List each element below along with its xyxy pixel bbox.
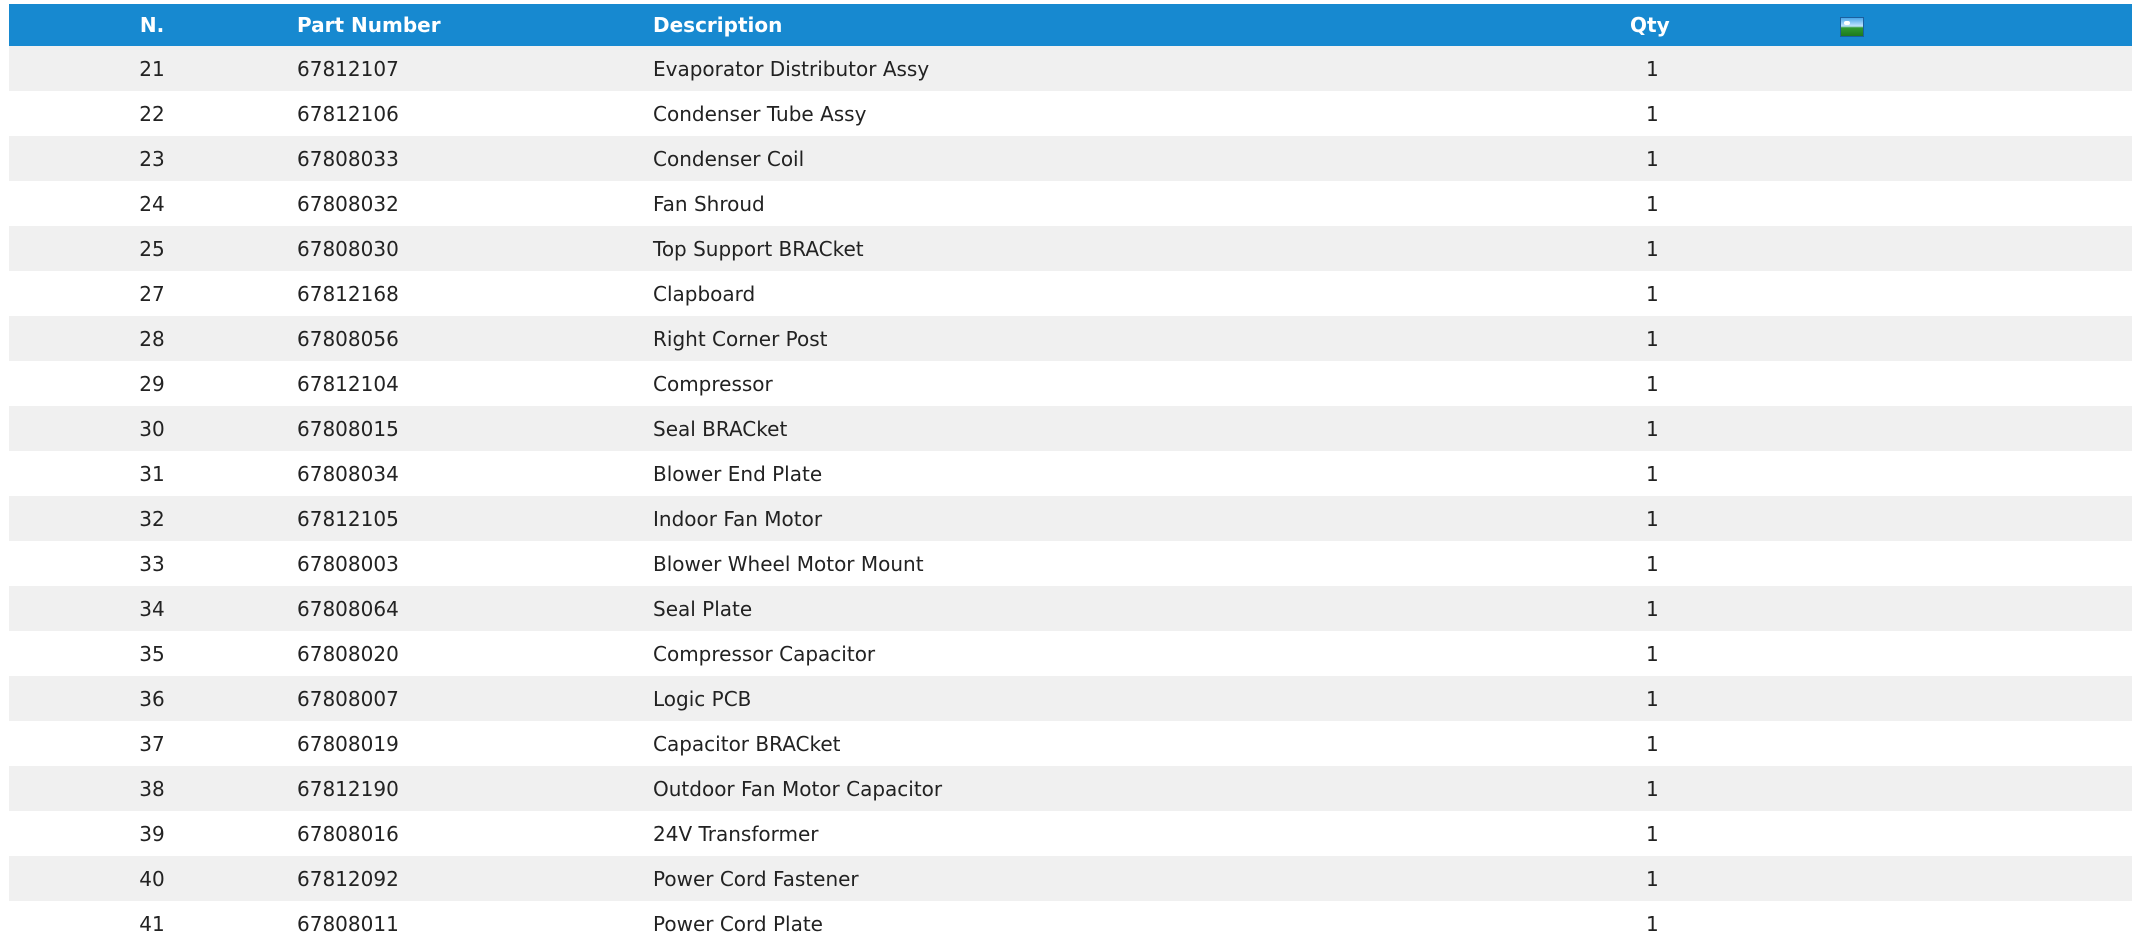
row-number: 28	[139, 326, 165, 351]
table-row[interactable]	[9, 91, 2132, 136]
header-description[interactable]: Description	[653, 13, 783, 37]
row-image	[1790, 316, 2132, 361]
parts-table	[9, 4, 2132, 946]
row-image	[1790, 676, 2132, 721]
table-row[interactable]	[9, 721, 2132, 766]
row-number: 41	[139, 911, 165, 936]
row-qty: 1	[1646, 416, 1659, 441]
row-description: Evaporator Distributor Assy	[653, 56, 930, 81]
image-icon	[1840, 17, 1864, 37]
row-image	[1790, 586, 2132, 631]
row-description: Fan Shroud	[653, 191, 765, 216]
row-number: 35	[139, 641, 165, 666]
row-image	[1790, 226, 2132, 271]
row-image	[1790, 541, 2132, 586]
row-qty: 1	[1646, 551, 1659, 576]
table-row[interactable]	[9, 766, 2132, 811]
row-description: Compressor Capacitor	[653, 641, 876, 666]
row-part-number: 67812104	[297, 371, 399, 396]
table-row[interactable]	[9, 676, 2132, 721]
row-number: 25	[139, 236, 165, 261]
row-part-number: 67808019	[297, 731, 399, 756]
row-number: 21	[139, 56, 165, 81]
row-part-number: 67812168	[297, 281, 399, 306]
table-row[interactable]	[9, 631, 2132, 676]
table-body	[9, 46, 2132, 946]
table-row[interactable]	[9, 406, 2132, 451]
table-header-row	[9, 4, 2132, 46]
row-description: Power Cord Plate	[653, 911, 823, 936]
row-qty: 1	[1646, 506, 1659, 531]
table-row[interactable]	[9, 541, 2132, 586]
row-part-number: 67808015	[297, 416, 399, 441]
row-qty: 1	[1646, 731, 1659, 756]
row-qty: 1	[1646, 686, 1659, 711]
table-row[interactable]	[9, 316, 2132, 361]
row-description: Condenser Tube Assy	[653, 101, 867, 126]
header-qty[interactable]: Qty	[1630, 13, 1670, 37]
row-part-number: 67808033	[297, 146, 399, 171]
row-image	[1790, 361, 2132, 406]
row-description: Right Corner Post	[653, 326, 828, 351]
table-row[interactable]	[9, 901, 2132, 946]
row-image	[1790, 631, 2132, 676]
row-image	[1790, 811, 2132, 856]
table-row[interactable]	[9, 361, 2132, 406]
row-qty: 1	[1646, 326, 1659, 351]
row-number: 33	[139, 551, 165, 576]
row-qty: 1	[1646, 461, 1659, 486]
row-description: Power Cord Fastener	[653, 866, 859, 891]
row-image	[1790, 856, 2132, 901]
row-part-number: 67808020	[297, 641, 399, 666]
table-row[interactable]	[9, 496, 2132, 541]
table-row[interactable]	[9, 226, 2132, 271]
header-image	[1790, 4, 2132, 46]
row-qty: 1	[1646, 281, 1659, 306]
header-part-number[interactable]: Part Number	[297, 13, 441, 37]
row-number: 36	[139, 686, 165, 711]
row-part-number: 67808011	[297, 911, 399, 936]
table-row[interactable]	[9, 46, 2132, 91]
row-description: Logic PCB	[653, 686, 752, 711]
row-number: 34	[139, 596, 165, 621]
row-image	[1790, 46, 2132, 91]
row-number: 29	[139, 371, 165, 396]
row-description: Blower End Plate	[653, 461, 823, 486]
row-part-number: 67812107	[297, 56, 399, 81]
row-part-number: 67808016	[297, 821, 399, 846]
row-description: Outdoor Fan Motor Capacitor	[653, 776, 943, 801]
row-number: 23	[139, 146, 165, 171]
row-number: 24	[139, 191, 165, 216]
row-qty: 1	[1646, 596, 1659, 621]
row-number: 30	[139, 416, 165, 441]
row-image	[1790, 136, 2132, 181]
row-description: Seal BRACket	[653, 416, 788, 441]
row-image	[1790, 496, 2132, 541]
row-part-number: 67812106	[297, 101, 399, 126]
row-qty: 1	[1646, 371, 1659, 396]
table-row[interactable]	[9, 856, 2132, 901]
row-part-number: 67808007	[297, 686, 399, 711]
table-row[interactable]	[9, 451, 2132, 496]
row-image	[1790, 721, 2132, 766]
row-qty: 1	[1646, 866, 1659, 891]
row-image	[1790, 406, 2132, 451]
row-part-number: 67812092	[297, 866, 399, 891]
row-description: Seal Plate	[653, 596, 753, 621]
row-description: Indoor Fan Motor	[653, 506, 823, 531]
row-part-number: 67812190	[297, 776, 399, 801]
row-qty: 1	[1646, 56, 1659, 81]
row-qty: 1	[1646, 191, 1659, 216]
row-number: 37	[139, 731, 165, 756]
row-qty: 1	[1646, 101, 1659, 126]
row-description: Top Support BRACket	[653, 236, 864, 261]
row-number: 31	[139, 461, 165, 486]
row-number: 22	[139, 101, 165, 126]
row-part-number: 67808003	[297, 551, 399, 576]
row-number: 32	[139, 506, 165, 531]
row-image	[1790, 181, 2132, 226]
row-qty: 1	[1646, 146, 1659, 171]
row-qty: 1	[1646, 911, 1659, 936]
row-number: 27	[139, 281, 165, 306]
row-part-number: 67808034	[297, 461, 399, 486]
row-number: 38	[139, 776, 165, 801]
row-qty: 1	[1646, 821, 1659, 846]
table-row[interactable]	[9, 811, 2132, 856]
row-part-number: 67812105	[297, 506, 399, 531]
row-qty: 1	[1646, 641, 1659, 666]
row-image	[1790, 901, 2132, 946]
row-part-number: 67808056	[297, 326, 399, 351]
row-number: 39	[139, 821, 165, 846]
row-qty: 1	[1646, 236, 1659, 261]
row-part-number: 67808030	[297, 236, 399, 261]
row-image	[1790, 271, 2132, 316]
row-number: 40	[139, 866, 165, 891]
row-part-number: 67808064	[297, 596, 399, 621]
row-qty: 1	[1646, 776, 1659, 801]
row-description: Blower Wheel Motor Mount	[653, 551, 924, 576]
row-image	[1790, 91, 2132, 136]
row-description: Capacitor BRACket	[653, 731, 841, 756]
table-row[interactable]	[9, 586, 2132, 631]
row-description: Clapboard	[653, 281, 756, 306]
row-part-number: 67808032	[297, 191, 399, 216]
header-n[interactable]: N.	[139, 13, 165, 37]
table-row[interactable]	[9, 271, 2132, 316]
row-image	[1790, 766, 2132, 811]
row-description: Condenser Coil	[653, 146, 805, 171]
row-description: 24V Transformer	[653, 821, 819, 846]
row-image	[1790, 451, 2132, 496]
table-row[interactable]	[9, 181, 2132, 226]
table-row[interactable]	[9, 136, 2132, 181]
row-description: Compressor	[653, 371, 773, 396]
